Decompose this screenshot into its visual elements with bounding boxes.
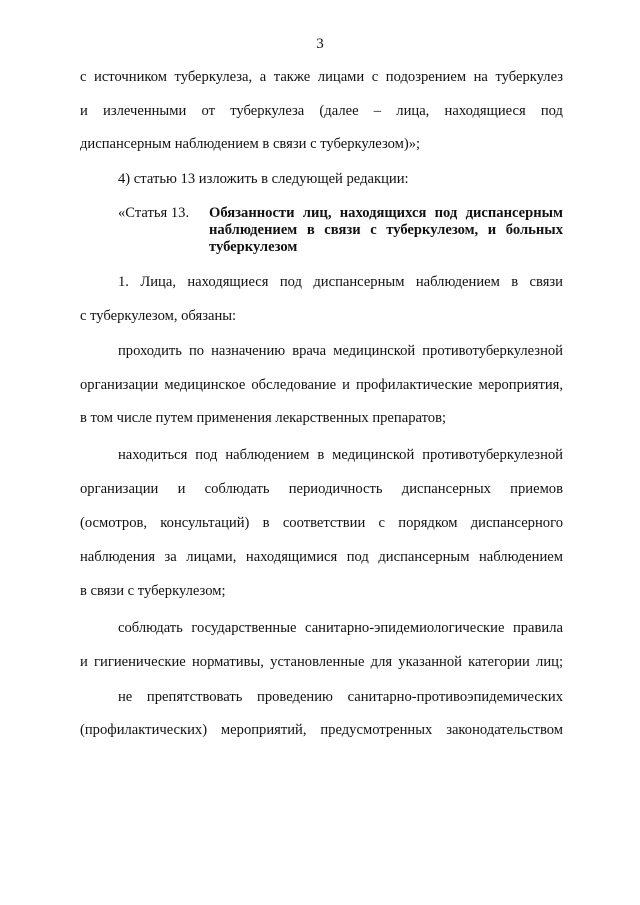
text-line: наблюдения за лицами, находящимися под диспансерным наблюдением <box>80 549 563 565</box>
text-line: (осмотров, консультаций) в соответствии с порядком диспансерного <box>80 515 563 531</box>
text-line: не препятствовать проведению санитарно-противоэпидемических <box>118 689 563 705</box>
text-line: с источником туберкулеза, а также лицами с подозрением на туберкулез <box>80 69 563 85</box>
text-line: 1. Лица, находящиеся под диспансерным наблюдением в связи <box>118 274 563 290</box>
article-label: «Статья 13. <box>118 205 190 221</box>
article-title-line: наблюдением в связи с туберкулезом, и больных <box>209 222 563 238</box>
text-line: диспансерным наблюдением в связи с туберкулезом)»; <box>80 136 421 152</box>
text-line: в связи с туберкулезом; <box>80 583 226 599</box>
article-title-line: туберкулезом <box>209 239 298 255</box>
text-line: соблюдать государственные санитарно-эпидемиологические правила <box>118 620 563 636</box>
text-line: проходить по назначению врача медицинской противотуберкулезной <box>118 343 563 359</box>
text-line: организации и соблюдать периодичность диспансерных приемов <box>80 481 563 497</box>
article-title <box>209 205 563 256</box>
article-title-line: Обязанности лиц, находящихся под диспансерным <box>209 205 563 221</box>
text-line: (профилактических) мероприятий, предусмотренных законодательством <box>80 722 563 738</box>
text-line: организации медицинское обследование и профилактические мероприятия, <box>80 377 563 393</box>
text-line: находиться под наблюдением в медицинской противотуберкулезной <box>118 447 563 463</box>
text-line: и излеченными от туберкулеза (далее – лица, находящиеся под <box>80 103 563 119</box>
text-line: в том числе путем применения лекарственных препаратов; <box>80 410 447 426</box>
text-line: и гигиенические нормативы, установленные для указанной категории лиц; <box>80 654 563 670</box>
text-line: с туберкулезом, обязаны: <box>80 308 237 324</box>
page-number: 3 <box>316 36 324 52</box>
text-line: 4) статью 13 изложить в следующей редакции: <box>118 171 409 187</box>
